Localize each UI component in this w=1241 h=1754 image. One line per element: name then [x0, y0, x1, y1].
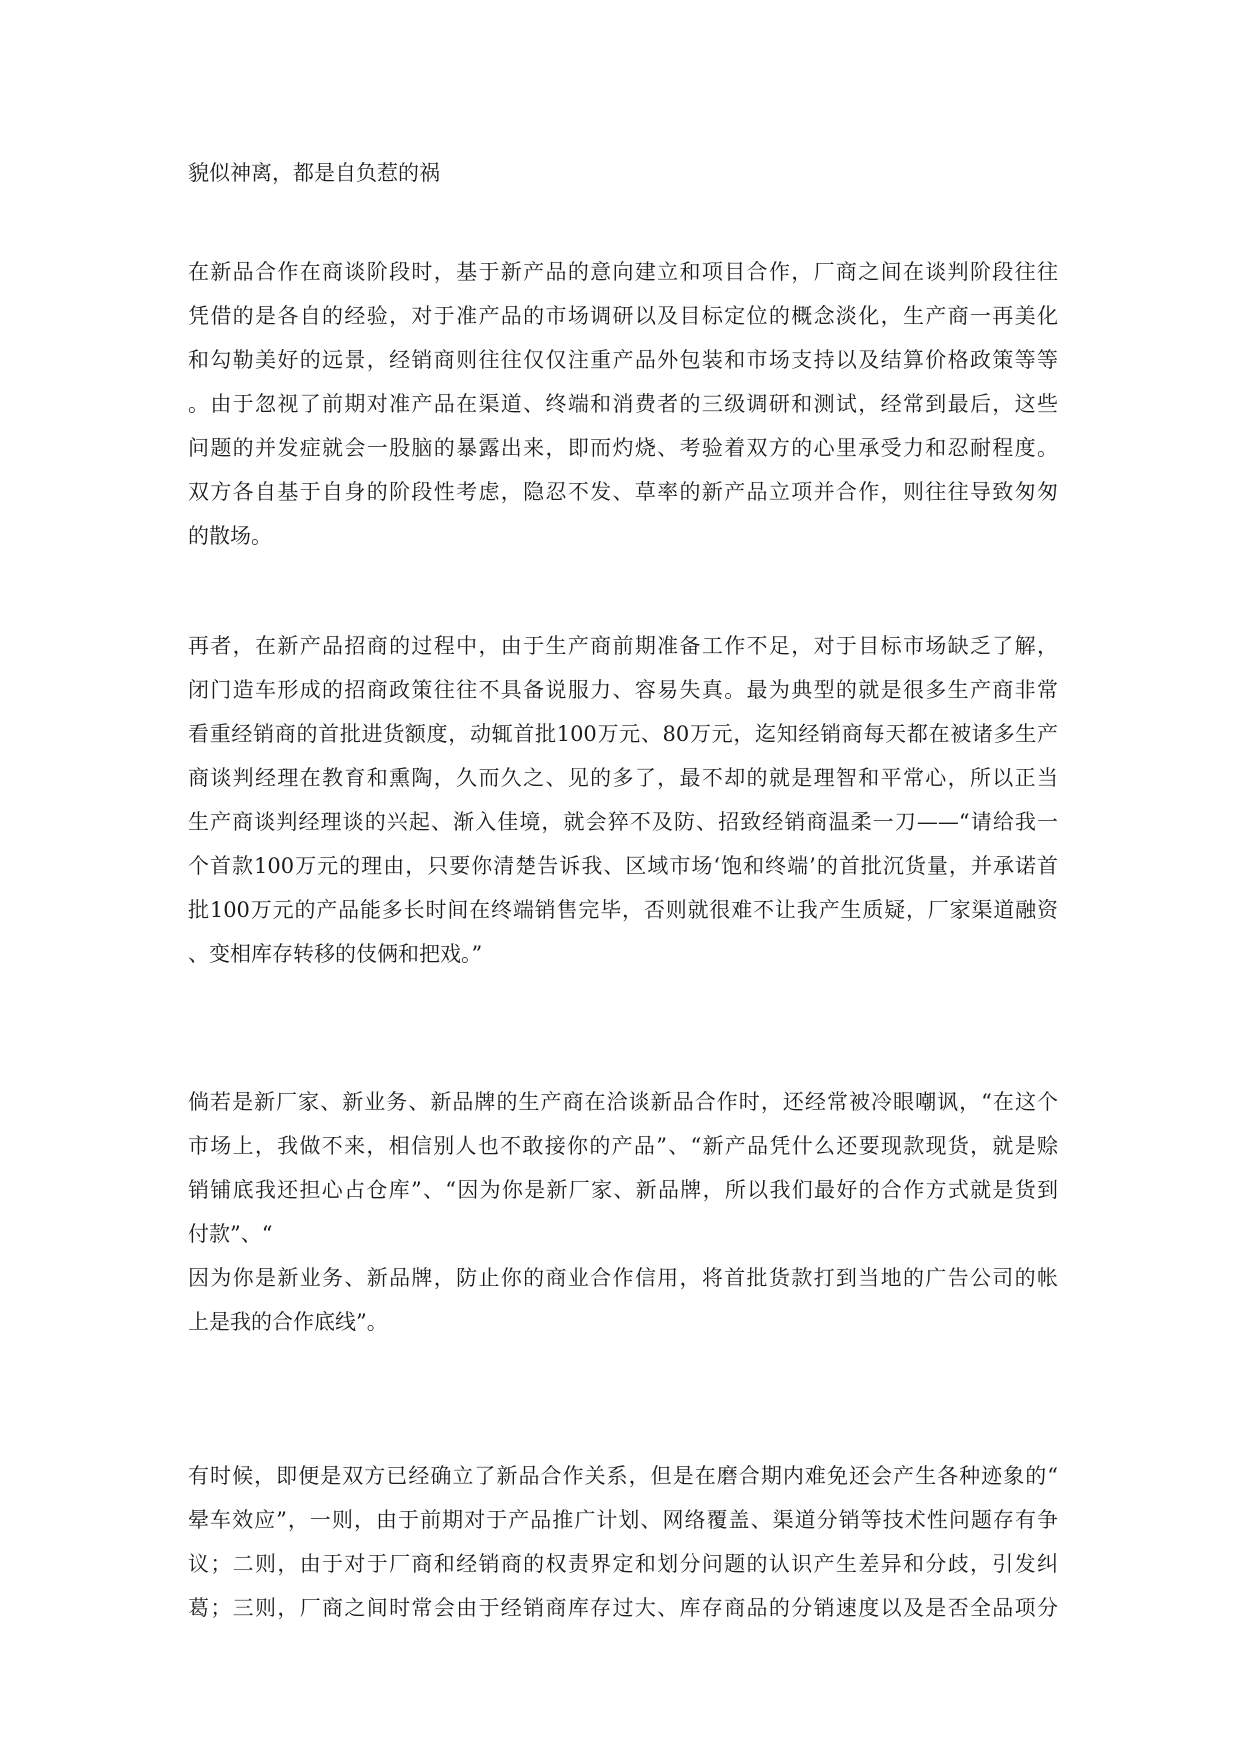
text-line: 批100万元的产品能多长时间在终端销售完毕，否则就很难不让我产生质疑，厂家渠道融资 — [188, 898, 1058, 922]
text-line: 双方各自基于自身的阶段性考虑，隐忍不发、草率的新产品立项并合作，则往往导致匆匆 — [188, 480, 1058, 504]
text-line: 看重经销商的首批进货额度，动辄首批100万元、80万元，迄知经销商每天都在被诸多生产 — [188, 722, 1058, 746]
text-line: 晕车效应”，一则，由于前期对于产品推广计划、网络覆盖、渠道分销等技术性问题存有争 — [188, 1508, 1058, 1532]
text-line: 生产商谈判经理谈的兴起、渐入佳境，就会猝不及防、招致经销商温柔一刀——“请给我一 — [188, 810, 1058, 834]
paragraph-4 — [188, 1454, 1058, 1630]
paragraph-2 — [188, 624, 1058, 976]
text-line: 个首款100万元的理由，只要你清楚告诉我、区域市场‘饱和终端’的首批沉货量，并承诺首 — [188, 854, 1058, 878]
text-line: 问题的并发症就会一股脑的暴露出来，即而灼烧、考验着双方的心里承受力和忍耐程度。 — [188, 436, 1058, 460]
text-line: 在新品合作在商谈阶段时，基于新产品的意向建立和项目合作，厂商之间在谈判阶段往往 — [188, 260, 1058, 284]
text-line: 。由于忽视了前期对准产品在渠道、终端和消费者的三级调研和测试，经常到最后，这些 — [188, 392, 1058, 416]
text-line: 再者，在新产品招商的过程中，由于生产商前期准备工作不足，对于目标市场缺乏了解， — [188, 634, 1058, 658]
text-line: 付款”、“ — [188, 1222, 273, 1246]
article-title: 貌似神离，都是自负惹的祸 — [188, 161, 440, 185]
text-line: 因为你是新业务、新品牌，防止你的商业合作信用，将首批货款打到当地的广告公司的帐 — [188, 1266, 1058, 1290]
text-line: 凭借的是各自的经验，对于准产品的市场调研以及目标定位的概念淡化，生产商一再美化 — [188, 304, 1058, 328]
text-line: 闭门造车形成的招商政策往往不具备说服力、容易失真。最为典型的就是很多生产商非常 — [188, 678, 1058, 702]
text-line: 倘若是新厂家、新业务、新品牌的生产商在洽谈新品合作时，还经常被冷眼嘲讽，“在这个 — [188, 1090, 1058, 1114]
text-line: 销铺底我还担心占仓库”、“因为你是新厂家、新品牌，所以我们最好的合作方式就是货到 — [188, 1178, 1058, 1202]
text-line: 有时候，即便是双方已经确立了新品合作关系，但是在磨合期内难免还会产生各种迹象的“ — [188, 1464, 1058, 1488]
paragraph-3 — [188, 1080, 1058, 1344]
text-line: 商谈判经理在教育和熏陶，久而久之、见的多了，最不却的就是理智和平常心，所以正当 — [188, 766, 1058, 790]
text-line: 、变相库存转移的伎俩和把戏。” — [188, 942, 483, 966]
text-line: 市场上，我做不来，相信别人也不敢接你的产品”、“新产品凭什么还要现款现货，就是赊 — [188, 1134, 1058, 1158]
text-line: 葛；三则，厂商之间时常会由于经销商库存过大、库存商品的分销速度以及是否全品项分 — [188, 1596, 1058, 1620]
text-line: 和勾勒美好的远景，经销商则往往仅仅注重产品外包装和市场支持以及结算价格政策等等 — [188, 348, 1058, 372]
text-line: 的散场。 — [188, 524, 272, 548]
text-line: 上是我的合作底线”。 — [188, 1310, 388, 1334]
text-line: 议；二则，由于对于厂商和经销商的权责界定和划分问题的认识产生差异和分歧，引发纠 — [188, 1552, 1058, 1576]
paragraph-1 — [188, 250, 1058, 558]
